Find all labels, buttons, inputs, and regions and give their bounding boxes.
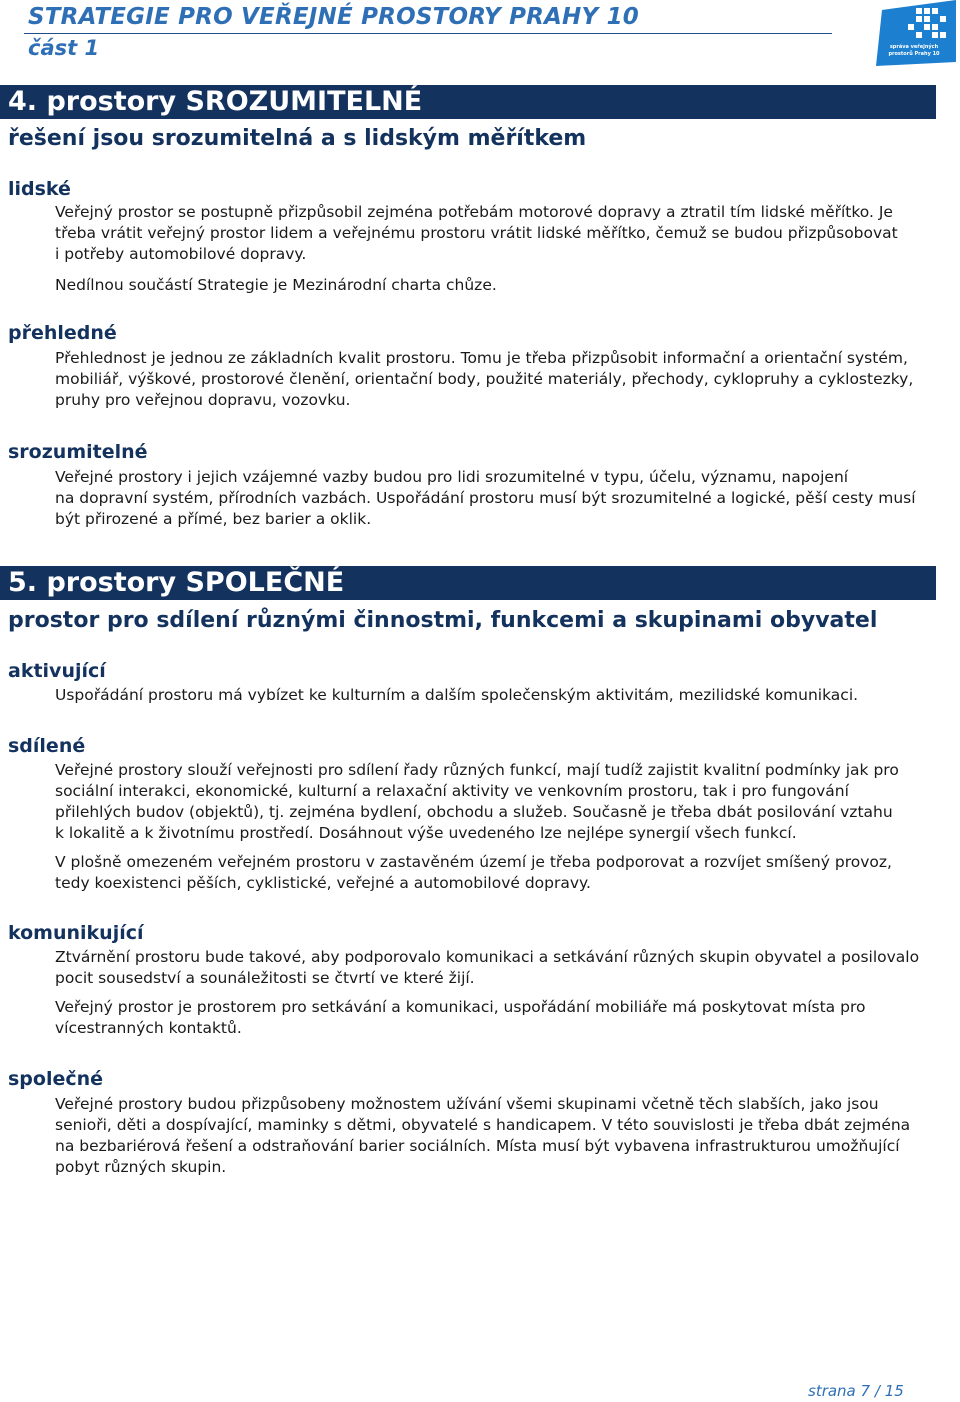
- logo-icon: [872, 0, 958, 66]
- section-5-title: 5. prostory SPOLEČNÉ: [8, 567, 345, 598]
- keyword-komunikujici: komunikující: [8, 922, 144, 944]
- keyword-sdilene: sdílené: [8, 735, 86, 757]
- section-5-banner: [0, 566, 936, 600]
- text-line: Přehlednost je jednou ze základních kvalit prostoru. Tomu je třeba přizpůsobit informační a orientační systém,: [55, 349, 908, 367]
- page-separator: /: [874, 1382, 880, 1400]
- text-line: Uspořádání prostoru má vybízet ke kulturním a dalším společenským aktivitám, mezilidské komunikaci.: [55, 686, 859, 704]
- text-line: Veřejný prostor je prostorem pro setkávání a komunikaci, uspořádání mobiliáře má poskytovat místa pro: [55, 998, 866, 1016]
- section-4-banner: [0, 85, 936, 119]
- paragraph: [55, 852, 935, 894]
- paragraph: [55, 202, 935, 265]
- section-4-title: 4. prostory SROZUMITELNÉ: [8, 86, 423, 117]
- text-line: na dopravní systém, přírodních vazbách. Uspořádání prostoru musí být srozumitelné a logické, pěší cesty musí: [55, 489, 916, 507]
- text-line: Nedílnou součástí Strategie je Mezinárodní charta chůze.: [55, 276, 497, 294]
- document-part: část 1: [28, 36, 100, 60]
- document-title: STRATEGIE PRO VEŘEJNÉ PROSTORY PRAHY 10: [28, 4, 639, 30]
- paragraph: [55, 348, 935, 411]
- text-line: k lokalitě a k životnímu prostředí. Dosáhnout výše uvedeného lze nejlépe synergií všech funkcí.: [55, 824, 797, 842]
- text-line: pruhy pro veřejnou dopravu, vozovku.: [55, 391, 351, 409]
- paragraph: [55, 997, 935, 1039]
- text-line: Veřejné prostory budou přizpůsobeny možnostem užívání všemi skupinami včetně těch slabších, jako jsou: [55, 1095, 879, 1113]
- text-line: tedy koexistenci pěších, cyklistické, veřejné a automobilové dopravy.: [55, 874, 591, 892]
- paragraph: [55, 275, 935, 296]
- paragraph: [55, 1094, 935, 1178]
- text-line: i potřeby automobilové dopravy.: [55, 245, 307, 263]
- logo-text-1: správa veřejných: [889, 44, 939, 50]
- text-line: vícestranných kontaktů.: [55, 1019, 242, 1037]
- page-total: 15: [884, 1382, 904, 1400]
- paragraph: [55, 467, 935, 530]
- text-line: Veřejné prostory i jejich vzájemné vazby budou pro lidi srozumitelné v typu, účelu, významu, napojení: [55, 468, 849, 486]
- text-line: být přirozené a přímé, bez barier a oklik.: [55, 510, 372, 528]
- section-4-subtitle: řešení jsou srozumitelná a s lidským měřítkem: [8, 126, 587, 151]
- text-line: senioři, děti a dospívající, maminky s dětmi, obyvatelé s handicapem. V této souvislosti je třeba dbát zejména: [55, 1116, 911, 1134]
- keyword-srozumitelne: srozumitelné: [8, 441, 148, 463]
- keyword-prehledne: přehledné: [8, 322, 117, 344]
- section-5-subtitle: prostor pro sdílení různými činnostmi, funkcemi a skupinami obyvatel: [8, 608, 878, 633]
- text-line: mobiliář, výškové, prostorové členění, orientační body, použité materiály, přechody, cyklopruhy a cyklostezky,: [55, 370, 914, 388]
- keyword-spolecne: společné: [8, 1068, 104, 1090]
- keyword-lidske: lidské: [8, 178, 71, 200]
- paragraph: [55, 760, 935, 844]
- logo-text-2: prostorů Prahy 10: [888, 51, 940, 57]
- paragraph: [55, 947, 935, 989]
- text-line: pocit sousedství a sounáležitosti se čtvrtí ve které žijí.: [55, 969, 475, 987]
- keyword-aktivujici: aktivující: [8, 660, 106, 682]
- text-line: V plošně omezeném veřejném prostoru v zastavěném území je třeba podporovat a rozvíjet smíšený provoz,: [55, 853, 892, 871]
- text-line: Veřejný prostor se postupně přizpůsobil zejména potřebám motorové dopravy a ztratil tím lidské měřítko. Je: [55, 203, 893, 221]
- text-line: sociální interakci, ekonomické, kulturní a relaxační aktivity ve venkovním prostoru, tak i pro fungování: [55, 782, 849, 800]
- text-line: přilehlých budov (objektů), tj. zejména bydlení, obchodu a služeb. Současně je třeba dbát posilování vztahu: [55, 803, 893, 821]
- text-line: třeba vrátit veřejný prostor lidem a veřejnému prostoru vrátit lidské měřítko, čemuž se budou přizpůsobovat: [55, 224, 898, 242]
- text-line: pobyt různých skupin.: [55, 1158, 227, 1176]
- text-line: Veřejné prostory slouží veřejnosti pro sdílení řady různých funkcí, mají tudíž zajistit kvalitní podmínky jak pro: [55, 761, 899, 779]
- page-current: 7: [860, 1382, 871, 1400]
- page-number: [808, 1382, 904, 1400]
- page-label: strana: [808, 1382, 856, 1400]
- text-line: na bezbariérová řešení a odstraňování barier sociálních. Místa musí být vybavena infrastrukturou umožňující: [55, 1137, 900, 1155]
- header-rule: [24, 33, 832, 34]
- paragraph: [55, 685, 935, 706]
- text-line: Ztvárnění prostoru bude takové, aby podporovalo komunikaci a setkávání různých skupin obyvatel a posilovalo: [55, 948, 920, 966]
